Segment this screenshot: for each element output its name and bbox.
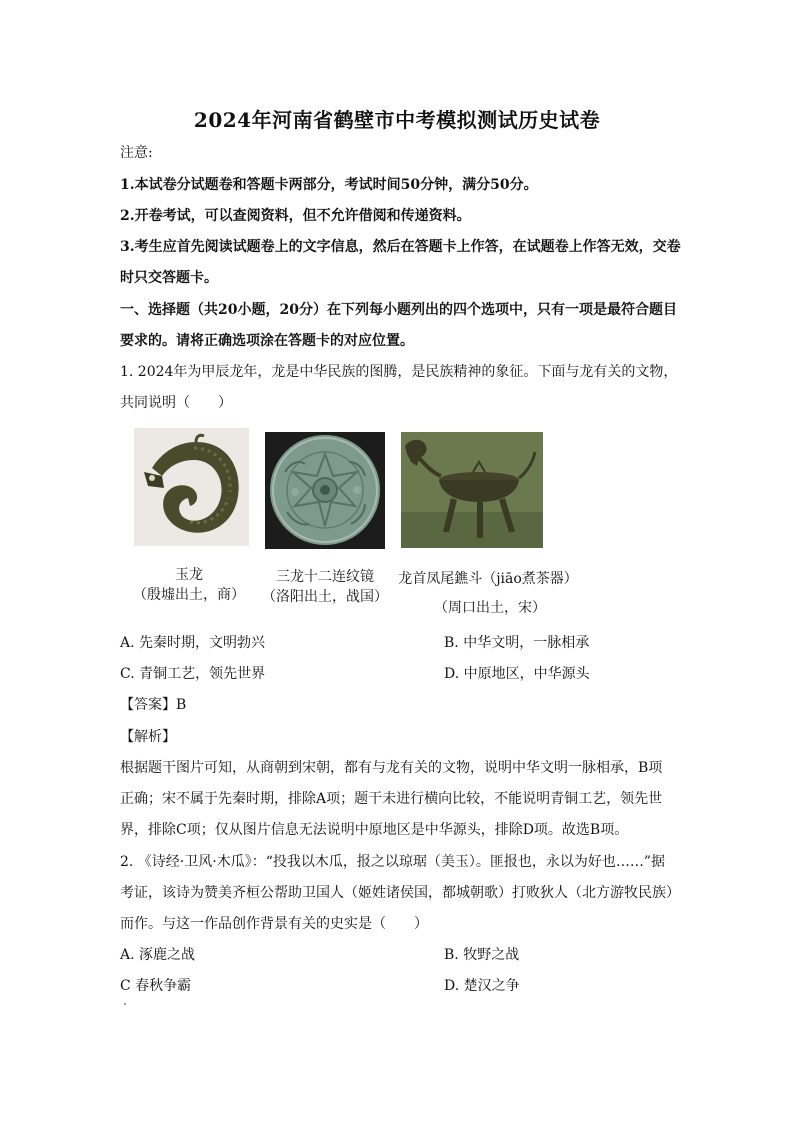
bronze-vessel-icon xyxy=(401,432,543,548)
q1-analysis-label: 【解析】 xyxy=(120,729,176,745)
notice-label: 注意: xyxy=(120,145,153,161)
notice-item-2: 2.开卷考试，可以查阅资料，但不允许借阅和传递资料。 xyxy=(120,208,471,224)
q1-stem-cont: 共同说明（ ） xyxy=(120,395,232,411)
q2-stem-cont-2: 而作。与这一作品创作背景有关的史实是（ ） xyxy=(120,916,428,932)
q1-option-c: C. 青铜工艺，领先世界 xyxy=(120,666,266,682)
q1-image3-origin: （周口出土，宋） xyxy=(434,600,546,616)
q1-image1-origin: （殷墟出土，商） xyxy=(133,587,245,603)
section-heading: 一、选择题（共20小题，20分）在下列每小题列出的四个选项中，只有一项是最符合题目 xyxy=(120,302,677,318)
q1-analysis-line-3: 界，排除C项；仅从图片信息无法说明中原地区是中华源头，排除D项。故选B项。 xyxy=(120,822,629,838)
q2-option-b: B. 牧野之战 xyxy=(444,947,520,963)
bronze-mirror-icon xyxy=(265,432,385,549)
q1-option-d: D. 中原地区，中华源头 xyxy=(444,666,590,682)
q1-option-a: A. 先秦时期，文明勃兴 xyxy=(120,635,266,651)
q1-image3-name: 龙首凤尾鐎斗（jiāo煮茶器） xyxy=(398,571,578,587)
q1-analysis-line-2: 正确；宋不属于先秦时期，排除A项；题干未进行横向比较，不能说明青铜工艺，领先世 xyxy=(120,791,663,807)
q2-option-c: C 春秋争霸 xyxy=(120,978,192,994)
q1-answer: 【答案】B xyxy=(120,697,187,713)
jade-dragon-icon xyxy=(134,428,249,546)
section-heading-cont: 要求的。请将正确选项涂在答题卡的对应位置。 xyxy=(120,333,414,349)
q2-option-d: D. 楚汉之争 xyxy=(444,978,520,994)
notice-item-3-cont: 时只交答题卡。 xyxy=(120,270,218,286)
notice-item-3: 3.考生应首先阅读试题卷上的文字信息，然后在答题卡上作答，在试题卷上作答无效，交卷 xyxy=(120,239,681,255)
q1-image1-name: 玉龙 xyxy=(175,567,203,583)
stray-mark xyxy=(124,1003,126,1005)
q1-stem: 1. 2024年为甲辰龙年，龙是中华民族的图腾，是民族精神的象征。下面与龙有关的文物， xyxy=(120,364,678,380)
q1-option-b: B. 中华文明，一脉相承 xyxy=(444,635,590,651)
q1-analysis-line-1: 根据题干图片可知，从商朝到宋朝，都有与龙有关的文物，说明中华文明一脉相承，B项 xyxy=(120,760,663,776)
q2-stem: 2. 《诗经·卫风·木瓜》：“投我以木瓜，报之以琼琚（美玉）。匪报也，永以为好也……”据 xyxy=(120,854,666,870)
q2-stem-cont-1: 考证，该诗为赞美齐桓公帮助卫国人（姬姓诸侯国，都城朝歌）打败狄人（北方游牧民族） xyxy=(120,885,680,901)
q1-image2-origin: （洛阳出土，战国） xyxy=(262,589,388,605)
q1-image2-name: 三龙十二连纹镜 xyxy=(276,569,374,585)
page-title: 2024年河南省鹤壁市中考模拟测试历史试卷 xyxy=(193,108,601,132)
notice-item-1: 1.本试卷分试题卷和答题卡两部分，考试时间50分钟，满分50分。 xyxy=(120,177,538,193)
q2-option-a: A. 涿鹿之战 xyxy=(120,947,196,963)
